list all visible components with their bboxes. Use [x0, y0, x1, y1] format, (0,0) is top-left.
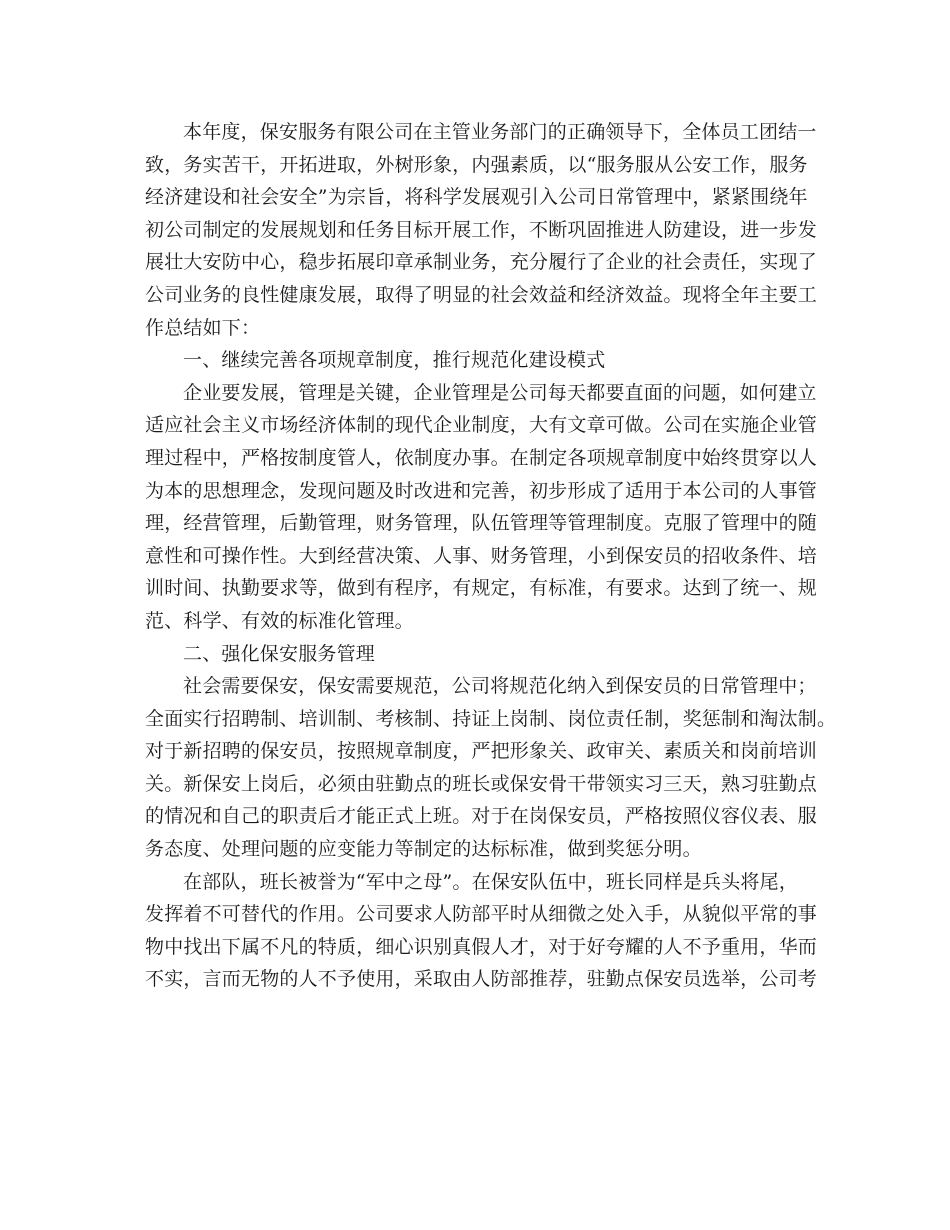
text-line: 关。新保安上岗后，必须由驻勤点的班长或保安骨干带领实习三天，熟习驻勤点: [145, 772, 818, 795]
text-line: 对于新招聘的保安员，按照规章制度，严把形象关、政审关、素质关和岗前培训: [145, 740, 818, 763]
text-line: 经济建设和社会安全”为宗旨，将科学发展观引入公司日常管理中，紧紧围绕年: [145, 186, 808, 209]
text-line: 训时间、执勤要求等，做到有程序，有规定，有标准，有要求。达到了统一、规: [145, 577, 818, 600]
text-line: 公司业务的良性健康发展，取得了明显的社会效益和经济效益。现将全年主要工: [145, 283, 818, 306]
text-line: 初公司制定的发展规划和任务目标开展工作，不断巩固推进人防建设，进一步发: [145, 218, 818, 241]
text-line: 务态度、处理问题的应变能力等制定的达标标准，做到奖惩分明。: [145, 838, 702, 861]
text-line: 致，务实苦干，开拓进取，外树形象，内强素质，以“服务服从公安工作，服务: [145, 153, 808, 176]
text-line: 展壮大安防中心，稳步拓展印章承制业务，充分履行了企业的社会责任，实现了: [145, 251, 818, 274]
text-line: 理，经营管理，后勤管理，财务管理，队伍管理等管理制度。克服了管理中的随: [145, 512, 818, 535]
text-line: 为本的思想理念，发现问题及时改进和完善，初步形成了适用于本公司的人事管: [145, 479, 818, 502]
text-line: 企业要发展，管理是关键，企业管理是公司每天都要直面的问题，如何建立: [183, 381, 817, 404]
text-line: 的情况和自己的职责后才能正式上班。对于在岗保安员，严格按照仪容仪表、服: [145, 805, 818, 828]
text-line: 意性和可操作性。大到经营决策、人事、财务管理，小到保安员的招收条件、培: [145, 544, 818, 567]
text-line: 发挥着不可替代的作用。公司要求人防部平时从细微之处入手，从貌似平常的事: [145, 903, 818, 926]
text-line: 本年度，保安服务有限公司在主管业务部门的正确领导下，全体员工团结一: [183, 121, 817, 143]
text-line: 全面实行招聘制、培训制、考核制、持证上岗制、岗位责任制，奖惩制和淘汰制。: [145, 707, 837, 730]
text-line: 一、继续完善各项规章制度，推行规范化建设模式: [183, 349, 606, 372]
text-line: 不实，言而无物的人不予使用，采取由人防部推荐，驻勤点保安员选举，公司考: [145, 968, 818, 991]
document-page: [145, 116, 837, 996]
text-line: 理过程中，严格按制度管人，依制度办事。在制定各项规章制度中始终贯穿以人: [145, 446, 818, 469]
text-line: 社会需要保安，保安需要规范，公司将规范化纳入到保安员的日常管理中；: [183, 675, 817, 698]
text-line: 二、强化保安服务管理: [183, 642, 376, 665]
text-line: 物中找出下属不凡的特质，细心识别真假人才，对于好夸耀的人不予重用，华而: [145, 935, 818, 958]
text-line: 在部队，班长被誉为“军中之母”。在保安队伍中，班长同样是兵头将尾，: [183, 870, 799, 893]
text-line: 适应社会主义市场经济体制的现代企业制度，大有文章可做。公司在实施企业管: [145, 414, 818, 437]
text-line: 范、科学、有效的标准化管理。: [145, 609, 414, 632]
text-line: 作总结如下：: [145, 316, 261, 339]
